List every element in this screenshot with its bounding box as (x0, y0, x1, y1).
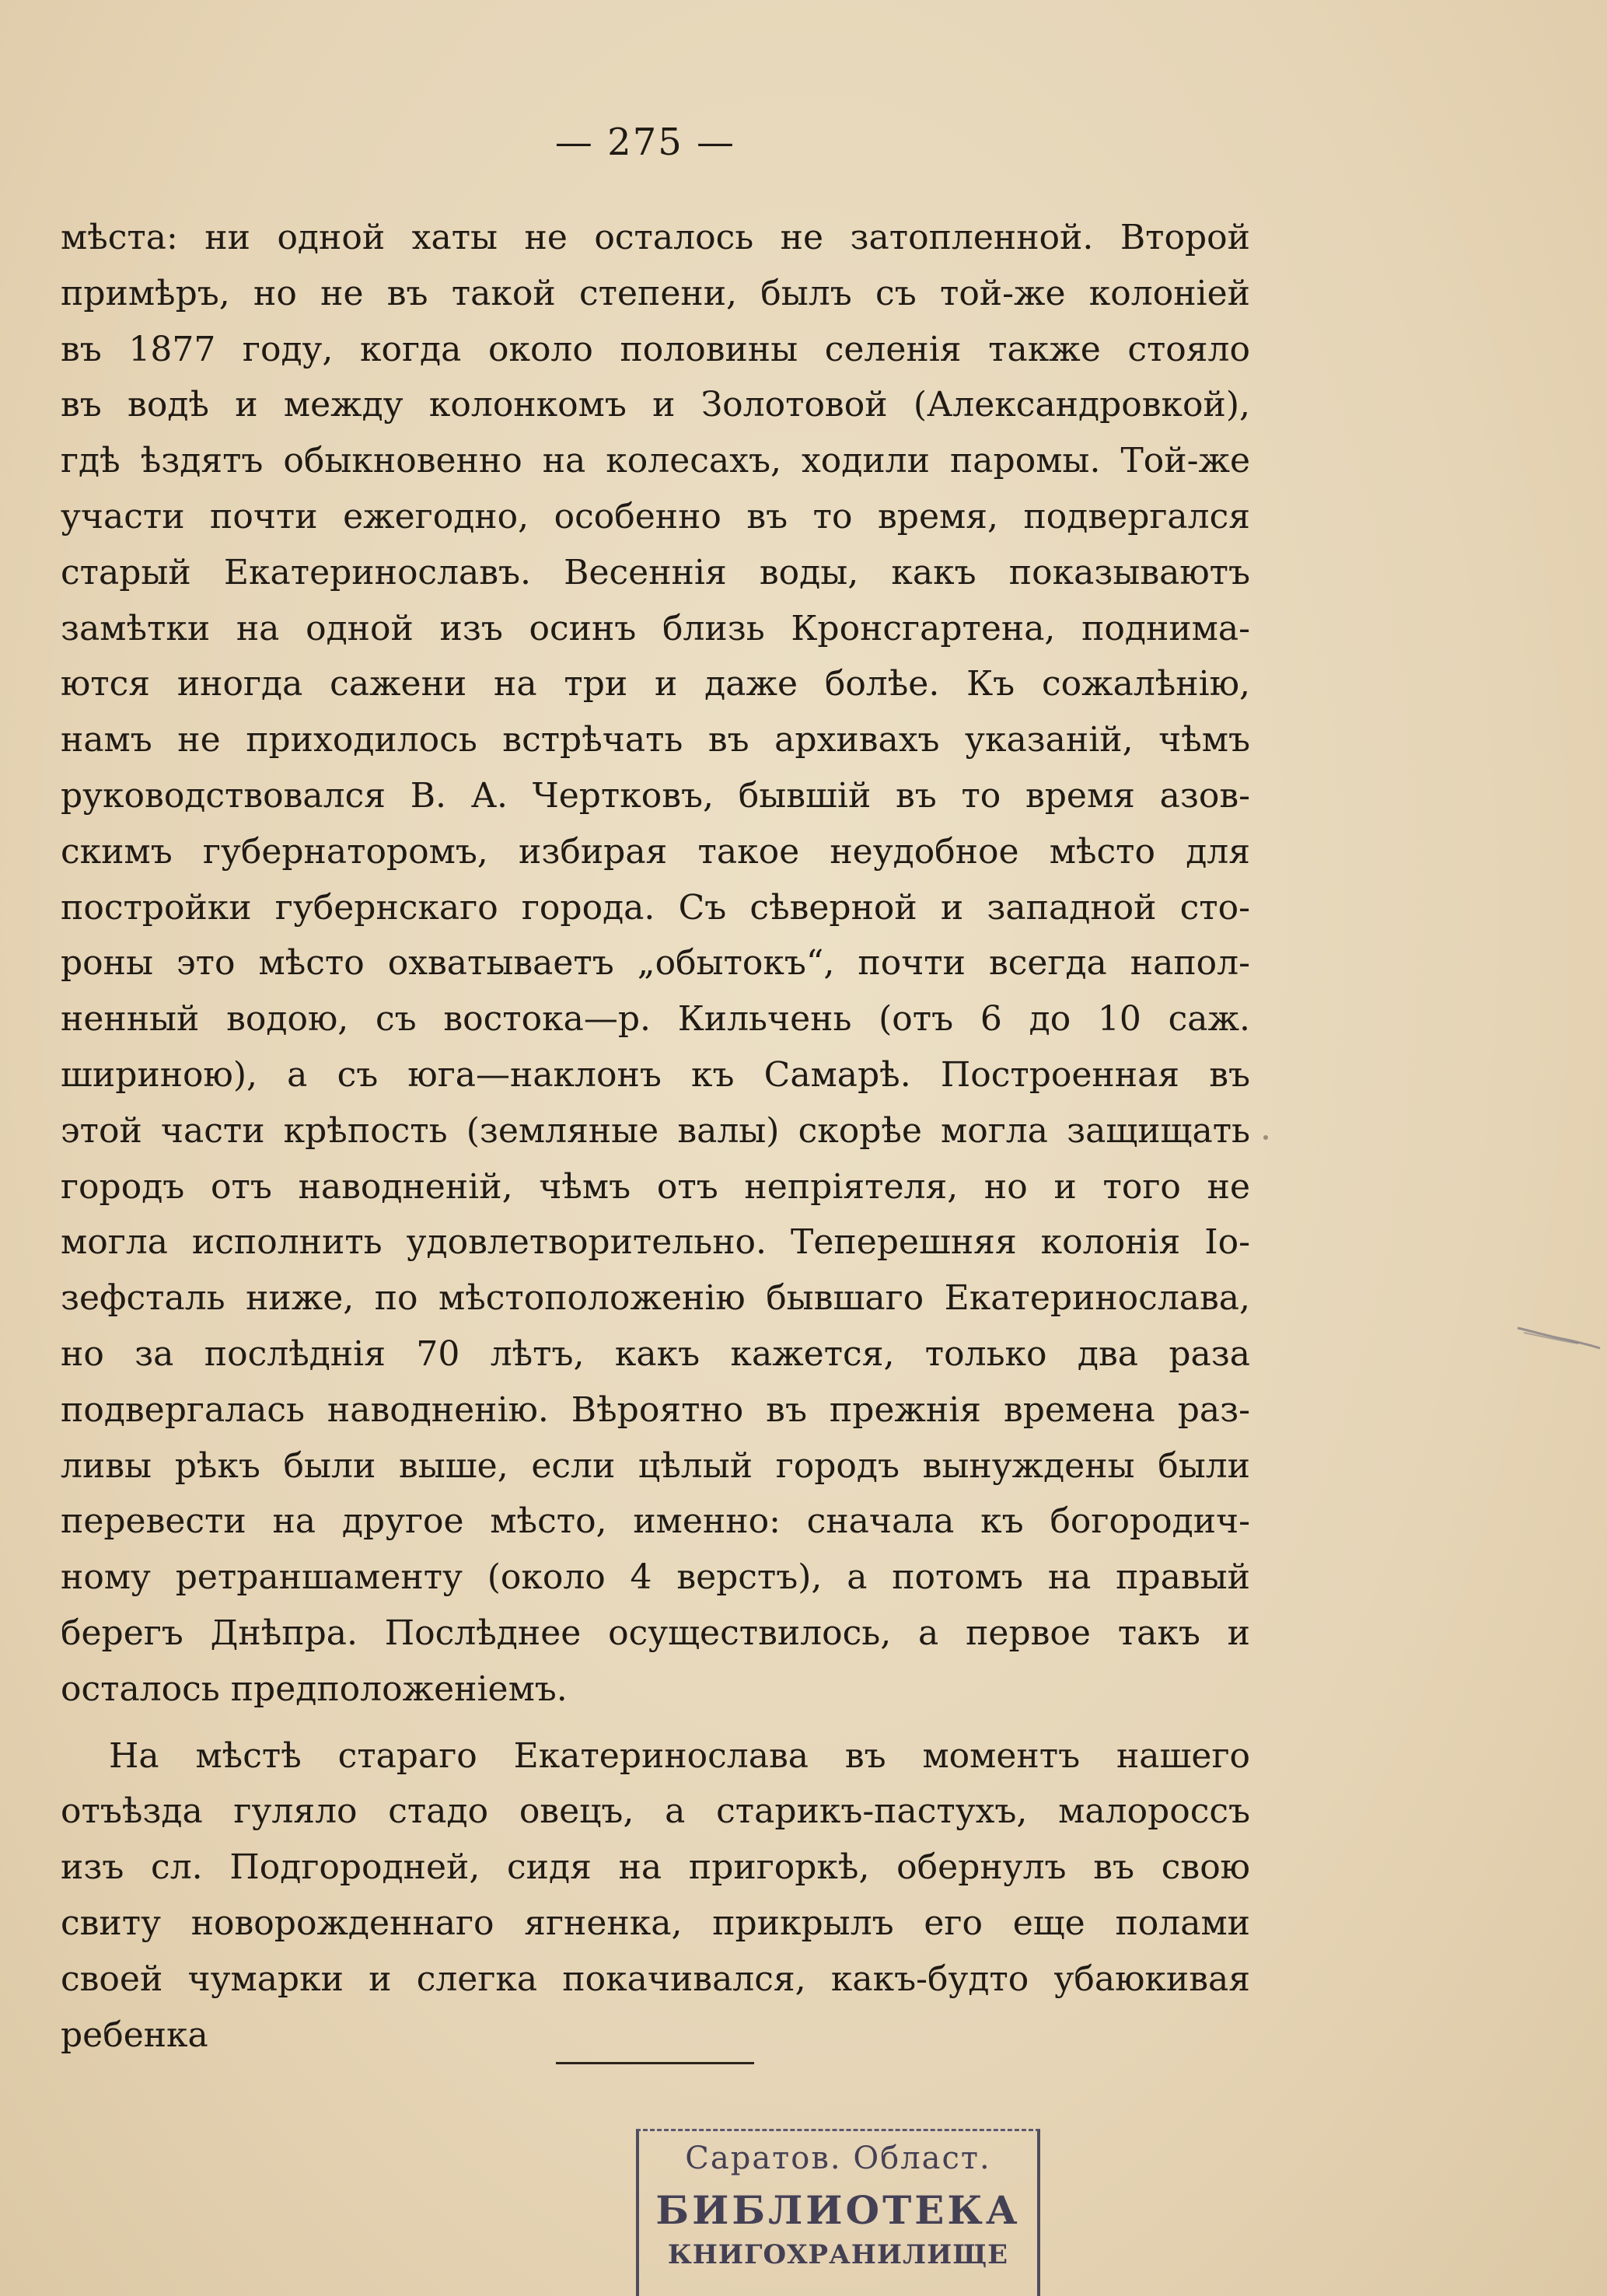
text-line: могла исполнить удовлетворительно. Теперешняя колонія Іо- (61, 1222, 1250, 1263)
stamp-line: БИБЛИОТЕКА (655, 2187, 1021, 2233)
text-line: въ 1877 году, когда около половины селенія также стояло (61, 329, 1250, 369)
text-line: изъ сл. Подгородней, сидя на пригоркѣ, обернулъ въ свою (61, 1847, 1250, 1888)
paragraph-1 (61, 210, 1250, 1718)
ink-speck (1263, 1135, 1268, 1140)
text-line: мѣста: ни одной хаты не осталось не затопленной. Второй (61, 218, 1250, 257)
stamp-line: Саратов. Област. (685, 2140, 991, 2176)
text-line: старый Екатеринославъ. Весеннія воды, какъ показываютъ (61, 552, 1250, 592)
text-line: зефсталь ниже, по мѣстоположенію бывшаго Екатеринослава, (61, 1278, 1250, 1319)
text-line: городъ отъ наводненій, чѣмъ отъ непріятеля, но и того не (61, 1166, 1250, 1207)
text-line: намъ не приходилось встрѣчать въ архивахъ указаній, чѣмъ (61, 720, 1250, 760)
paragraph-gap (61, 1718, 1250, 1728)
text-line: подвергалась наводненію. Вѣроятно въ прежнія времена раз- (61, 1389, 1250, 1430)
text-line: замѣтки на одной изъ осинъ близь Кронсгартена, поднима- (61, 608, 1250, 648)
text-line: шириною), а съ юга—наклонъ къ Самарѣ. Построенная въ (61, 1054, 1250, 1095)
text-line: ются иногда сажени на три и даже болѣе. Къ сожалѣнію, (61, 664, 1250, 704)
text-line: своей чумарки и слегка покачивался, какъ-будто убаюкивая (61, 1959, 1250, 1999)
text-line: руководствовался В. А. Чертковъ, бывшій въ то время азов- (61, 775, 1250, 816)
text-line: примѣръ, но не въ такой степени, былъ съ той-же колоніей (61, 273, 1250, 313)
text-line: участи почти ежегодно, особенно въ то время, подвергался (61, 496, 1250, 536)
text-line: но за послѣднія 70 лѣтъ, какъ кажется, только два раза (61, 1333, 1250, 1374)
text-line: этой части крѣпость (земляные валы) скорѣе могла защищать (61, 1110, 1250, 1151)
text-line: ливы рѣкъ были выше, если цѣлый городъ вынуждены были (61, 1445, 1250, 1486)
margin-scribble-icon (1516, 1322, 1602, 1353)
paragraph-2 (61, 1728, 1250, 2064)
text-line: На мѣстѣ стараго Екатеринослава въ моментъ нашего (109, 1735, 1250, 1776)
section-end-rule (556, 2062, 754, 2064)
text-line: ному ретраншаменту (около 4 верстъ), а потомъ на правый (61, 1557, 1250, 1598)
text-line: ненный водою, съ востока—р. Кильчень (отъ 6 до 10 саж. (61, 999, 1250, 1040)
text-line: скимъ губернаторомъ, избирая такое неудобное мѣсто для (61, 831, 1250, 872)
stamp-line: КНИГОХРАНИЛИЩЕ (667, 2239, 1009, 2270)
body-text (61, 210, 1250, 2063)
text-line: роны это мѣсто охватываетъ „обытокъ“, почти всегда напол- (61, 943, 1250, 984)
text-line: постройки губернскаго города. Съ сѣверной и западной сто- (61, 887, 1250, 928)
text-line: свиту новорожденнаго ягненка, прикрылъ его еще полами (61, 1903, 1250, 1943)
text-line: въ водѣ и между колонкомъ и Золотовой (Александровкой), (61, 385, 1250, 425)
text-line: ребенка (61, 2015, 208, 2055)
text-line: осталось предположеніемъ. (61, 1669, 568, 1709)
page-number: — 275 — (554, 121, 736, 164)
library-stamp (636, 2129, 1040, 2296)
text-line: берегъ Днѣпра. Послѣднее осуществилось, а первое такъ и (61, 1613, 1250, 1653)
text-line: перевести на другое мѣсто, именно: сначала къ богородич- (61, 1501, 1250, 1542)
text-line: гдѣ ѣздятъ обыкновенно на колесахъ, ходили паромы. Той-же (61, 441, 1250, 481)
text-line: отъѣзда гуляло стадо овецъ, а старикъ-пастухъ, малороссъ (61, 1791, 1250, 1832)
